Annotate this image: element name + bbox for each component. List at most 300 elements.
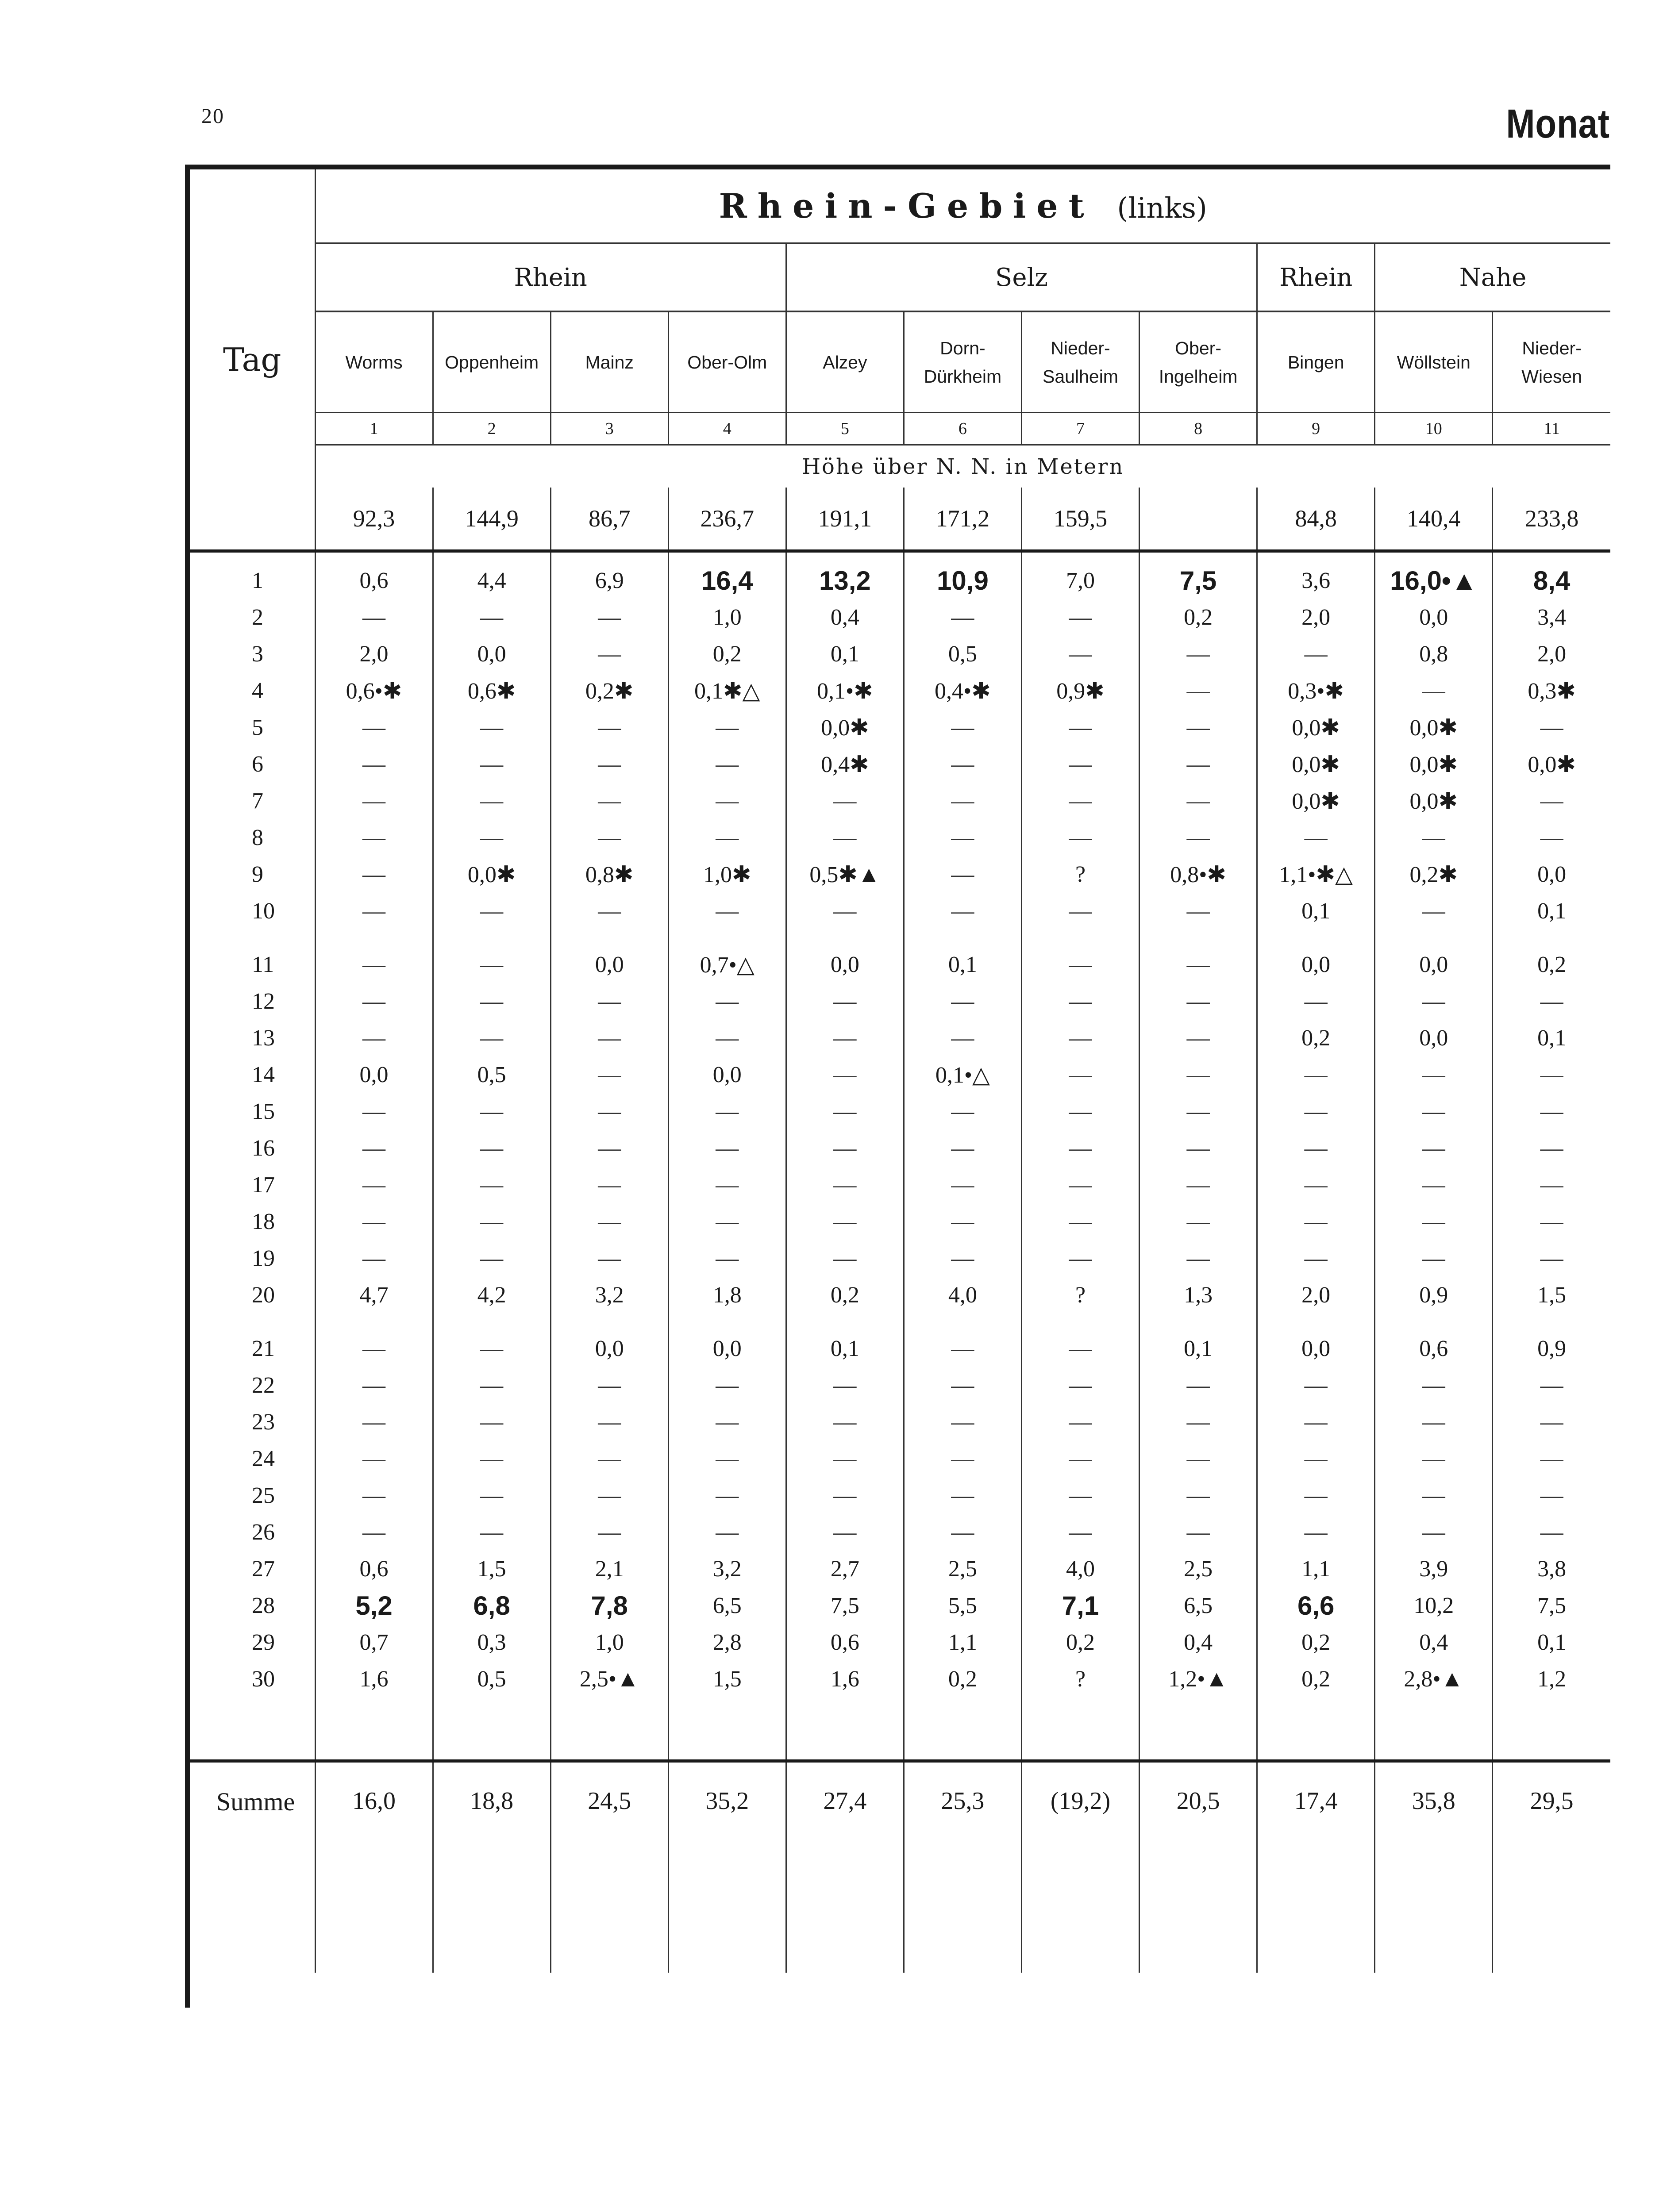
precip-cell <box>904 1093 1021 1130</box>
table-row <box>190 1367 1610 1404</box>
precip-value: 1,1•✱△ <box>1279 862 1353 887</box>
precip-value: 7,5 <box>830 1593 859 1618</box>
precip-value: 0,2✱ <box>585 678 634 704</box>
precip-cell <box>904 783 1021 819</box>
precip-value: — <box>833 1209 857 1234</box>
precip-value: — <box>833 899 857 924</box>
precip-value: — <box>480 1520 504 1545</box>
table-row <box>190 783 1610 819</box>
station-name: Oppenheim <box>433 311 550 413</box>
precip-cell <box>1375 929 1493 983</box>
precip-cell <box>315 1313 433 1367</box>
precip-value: — <box>1304 1099 1328 1124</box>
elevation-caption: Höhe über N. N. in Metern <box>315 445 1610 488</box>
precip-value: 0,6 <box>1419 1336 1448 1361</box>
precip-value: — <box>1069 1409 1092 1435</box>
precip-value: 0,0 <box>1419 605 1448 630</box>
precip-cell <box>550 636 668 672</box>
precip-cell <box>1375 819 1493 856</box>
precip-value: — <box>598 825 621 850</box>
precip-value: 13,2 <box>819 566 871 595</box>
precip-value: — <box>362 1409 386 1435</box>
station-name: Ober- Ingelheim <box>1139 311 1257 413</box>
precip-value: — <box>1069 1246 1092 1271</box>
precip-value: — <box>1069 1336 1092 1361</box>
precip-cell <box>315 636 433 672</box>
precip-value: 0,8 <box>1419 641 1448 667</box>
precip-value: — <box>598 899 621 924</box>
precip-value: 0,0 <box>830 952 859 977</box>
precip-value: — <box>1422 1373 1445 1398</box>
precip-value: — <box>1186 678 1210 703</box>
precip-cell <box>904 1404 1021 1440</box>
table-row <box>190 1130 1610 1167</box>
day-number: 16 <box>252 1136 275 1161</box>
station-elevation: 86,7 <box>550 488 668 551</box>
precip-cell <box>904 636 1021 672</box>
page-number: 20 <box>201 104 224 128</box>
precip-value: — <box>716 825 739 850</box>
precip-cell <box>668 983 786 1020</box>
precip-cell <box>1375 636 1493 672</box>
table-row <box>190 1313 1610 1367</box>
precip-value: — <box>1186 715 1210 740</box>
precip-value: — <box>716 989 739 1014</box>
precip-value: — <box>1186 641 1210 667</box>
station-number: 4 <box>668 413 786 445</box>
precip-value: 3,2 <box>595 1283 624 1308</box>
precip-value: 0,1 <box>830 641 859 667</box>
precip-value: 0,2 <box>948 1667 977 1692</box>
precip-cell <box>1493 893 1610 929</box>
river-nahe: Nahe <box>1375 243 1610 311</box>
station-name: Ober-Olm <box>668 311 786 413</box>
precip-cell <box>904 746 1021 783</box>
precip-cell <box>786 1477 904 1514</box>
table-row <box>190 1624 1610 1661</box>
precip-value: — <box>1304 1209 1328 1234</box>
precip-cell <box>1375 1056 1493 1093</box>
precip-cell <box>668 929 786 983</box>
precip-value: — <box>1422 825 1445 850</box>
precip-cell <box>904 819 1021 856</box>
precip-value: 4,7 <box>359 1283 389 1308</box>
precip-value: 0,2 <box>1066 1630 1095 1655</box>
precip-value: — <box>833 1099 857 1124</box>
precip-value: 0,9✱ <box>1056 678 1105 704</box>
precip-value: 0,4✱ <box>821 752 869 777</box>
precip-cell <box>1493 672 1610 709</box>
precip-cell <box>315 709 433 746</box>
precip-value: 1,0✱ <box>703 862 751 887</box>
precip-cell <box>786 856 904 893</box>
precip-cell <box>786 1240 904 1277</box>
precip-value: 1,6 <box>359 1667 389 1692</box>
day-number: 29 <box>252 1630 275 1655</box>
precip-value: — <box>362 1520 386 1545</box>
precip-value: 7,1 <box>1062 1591 1099 1621</box>
precip-cell <box>315 819 433 856</box>
precip-value: — <box>1069 752 1092 777</box>
precip-cell <box>550 1130 668 1167</box>
precip-value: — <box>716 1409 739 1435</box>
precip-value: — <box>1304 1172 1328 1198</box>
precip-value: — <box>1186 788 1210 814</box>
precip-value: 0,2 <box>1301 1667 1331 1692</box>
precip-cell <box>1493 819 1610 856</box>
precip-value: 16,0•▲ <box>1390 566 1478 595</box>
precip-value: 6,8 <box>473 1591 510 1621</box>
precip-cell <box>786 636 904 672</box>
precip-cell <box>1375 672 1493 709</box>
precip-value: — <box>598 1409 621 1435</box>
precip-value: — <box>716 752 739 777</box>
day-number: 1 <box>252 568 263 593</box>
precip-cell <box>1139 893 1257 929</box>
precip-value: — <box>951 1099 974 1124</box>
precip-value: — <box>951 1136 974 1161</box>
precip-cell <box>668 636 786 672</box>
precip-value: — <box>716 1099 739 1124</box>
precip-cell <box>1021 1404 1139 1440</box>
summe-value: 27,4 <box>786 1761 904 1973</box>
precip-value: — <box>716 899 739 924</box>
precip-value: 0,0✱ <box>1528 752 1576 777</box>
station-name: Dorn- Dürkheim <box>904 311 1021 413</box>
precip-cell <box>1139 1203 1257 1240</box>
precip-cell <box>904 1277 1021 1313</box>
precip-value: — <box>362 1483 386 1508</box>
precip-value: 1,6 <box>830 1667 859 1692</box>
precip-cell <box>1139 856 1257 893</box>
precip-value: — <box>1304 1136 1328 1161</box>
precip-cell <box>550 1551 668 1587</box>
precip-value: — <box>951 1246 974 1271</box>
precip-cell <box>1493 1514 1610 1551</box>
precip-value: — <box>1304 1373 1328 1398</box>
day-number: 15 <box>252 1099 275 1124</box>
station-number: 8 <box>1139 413 1257 445</box>
precip-cell <box>1257 1093 1375 1130</box>
precip-value: 0,1 <box>1537 899 1567 924</box>
precip-cell <box>315 1587 433 1624</box>
precip-cell <box>550 819 668 856</box>
table-row <box>190 856 1610 893</box>
precip-cell <box>315 1404 433 1440</box>
precip-value: 2,0 <box>1537 641 1567 667</box>
precip-cell <box>904 929 1021 983</box>
day-number: 18 <box>252 1209 275 1234</box>
precip-cell <box>1257 1367 1375 1404</box>
precip-value: — <box>598 1025 621 1051</box>
precip-value: — <box>1540 1062 1563 1087</box>
precip-cell <box>1375 1020 1493 1056</box>
precip-value: 0,0 <box>359 1062 389 1087</box>
precip-cell <box>668 1130 786 1167</box>
precip-value: 0,6 <box>359 1556 389 1582</box>
precip-value: — <box>362 605 386 630</box>
precip-cell <box>1257 1551 1375 1587</box>
spacer-row <box>190 551 1610 563</box>
region-subtitle: (links) <box>1117 192 1207 225</box>
precip-cell <box>315 856 433 893</box>
precip-value: 1,1 <box>948 1630 977 1655</box>
precip-cell <box>1493 1477 1610 1514</box>
precip-cell <box>904 983 1021 1020</box>
precip-value: — <box>362 825 386 850</box>
day-number: 19 <box>252 1246 275 1271</box>
precip-value: — <box>951 1025 974 1051</box>
precip-value: — <box>1540 1520 1563 1545</box>
precip-value: — <box>716 1373 739 1398</box>
precip-cell <box>668 746 786 783</box>
precip-value: 0,0✱ <box>1292 752 1340 777</box>
precip-cell <box>550 1404 668 1440</box>
precip-value: — <box>480 899 504 924</box>
table-row <box>190 1551 1610 1587</box>
precip-cell <box>1021 893 1139 929</box>
day-number: 26 <box>252 1520 275 1545</box>
precip-cell <box>668 562 786 599</box>
day-number: 28 <box>252 1593 275 1618</box>
precip-value: — <box>1540 788 1563 814</box>
precip-value: ? <box>1075 1283 1086 1308</box>
precip-value: 0,3✱ <box>1528 678 1576 704</box>
precip-value: — <box>1069 1483 1092 1508</box>
precip-value: 0,4 <box>1419 1630 1448 1655</box>
summe-value: 35,2 <box>668 1761 786 1973</box>
precip-cell <box>1257 709 1375 746</box>
precip-value: — <box>362 1099 386 1124</box>
precip-value: 0,1 <box>1537 1025 1567 1051</box>
precip-value: — <box>362 1209 386 1234</box>
station-elevation: 191,1 <box>786 488 904 551</box>
precip-cell <box>904 1313 1021 1367</box>
precip-value: 1,0 <box>712 605 742 630</box>
precip-cell <box>1021 1587 1139 1624</box>
table-row <box>190 1514 1610 1551</box>
precip-cell <box>668 672 786 709</box>
precip-value: — <box>362 752 386 777</box>
precip-value: — <box>598 1446 621 1471</box>
precip-cell <box>1139 1477 1257 1514</box>
precip-cell <box>1493 856 1610 893</box>
precip-cell <box>433 1624 550 1661</box>
precip-value: — <box>480 1409 504 1435</box>
precip-cell <box>1139 1404 1257 1440</box>
precip-value: — <box>598 641 621 667</box>
precip-value: — <box>833 1172 857 1198</box>
precip-value: 6,5 <box>712 1593 742 1618</box>
precip-cell <box>433 1313 550 1367</box>
precip-value: — <box>1422 1172 1445 1198</box>
precip-cell <box>786 1167 904 1203</box>
precip-value: — <box>598 1136 621 1161</box>
precip-value: 3,9 <box>1419 1556 1448 1582</box>
precip-value: — <box>362 1336 386 1361</box>
precip-cell <box>550 983 668 1020</box>
precip-cell <box>1139 1093 1257 1130</box>
day-number: 7 <box>252 788 263 814</box>
precip-value: — <box>1186 952 1210 977</box>
precip-value: — <box>1304 1520 1328 1545</box>
day-number: 12 <box>252 989 275 1014</box>
day-number: 3 <box>252 641 263 667</box>
precip-value: 0,0 <box>477 641 506 667</box>
station-number: 1 <box>315 413 433 445</box>
precip-value: — <box>716 1520 739 1545</box>
precip-value: — <box>480 1483 504 1508</box>
precip-value: — <box>1304 1409 1328 1435</box>
precip-cell <box>1021 1203 1139 1240</box>
precip-value: 0,6 <box>830 1630 859 1655</box>
precip-cell <box>1375 893 1493 929</box>
precip-value: — <box>480 1336 504 1361</box>
precip-value: — <box>1069 1025 1092 1051</box>
precip-cell <box>904 1167 1021 1203</box>
day-number: 21 <box>252 1336 275 1361</box>
table-row <box>190 1167 1610 1203</box>
precip-value: 0,5✱▲ <box>809 862 881 887</box>
station-number: 10 <box>1375 413 1493 445</box>
precip-value: — <box>1304 989 1328 1014</box>
precip-value: 0,9 <box>1419 1283 1448 1308</box>
precip-cell <box>1139 562 1257 599</box>
precip-value: — <box>1540 1172 1563 1198</box>
precip-cell <box>1139 1130 1257 1167</box>
precip-value: — <box>1186 899 1210 924</box>
precip-cell <box>550 1056 668 1093</box>
precip-value: 0,0 <box>1419 952 1448 977</box>
precip-cell <box>904 1130 1021 1167</box>
precip-value: — <box>1069 1099 1092 1124</box>
precip-cell <box>1257 599 1375 636</box>
precip-value: — <box>598 1373 621 1398</box>
precip-cell <box>433 672 550 709</box>
precip-cell <box>1493 1661 1610 1697</box>
day-number: 27 <box>252 1556 275 1582</box>
spacer-row <box>190 1697 1610 1761</box>
precip-value: — <box>1186 1172 1210 1198</box>
precip-cell <box>1021 1624 1139 1661</box>
precip-cell <box>1021 1477 1139 1514</box>
precip-cell <box>1257 983 1375 1020</box>
precip-value: 0,1 <box>1301 899 1331 924</box>
precip-value: 3,4 <box>1537 605 1567 630</box>
precip-cell <box>433 562 550 599</box>
precip-cell <box>786 893 904 929</box>
station-elevation: 171,2 <box>904 488 1021 551</box>
precip-value: — <box>833 989 857 1014</box>
precip-cell <box>904 1240 1021 1277</box>
precip-cell <box>786 1624 904 1661</box>
station-elevation: 159,5 <box>1021 488 1139 551</box>
precip-cell <box>1139 1020 1257 1056</box>
region-title <box>315 169 1610 243</box>
precip-cell <box>1375 1167 1493 1203</box>
summe-value: 16,0 <box>315 1761 433 1973</box>
precip-value: — <box>1069 1446 1092 1471</box>
precip-value: 0,4 <box>1184 1630 1213 1655</box>
precip-cell <box>315 783 433 819</box>
precip-value: — <box>362 989 386 1014</box>
precip-value: — <box>951 1446 974 1471</box>
precip-value: — <box>1422 1520 1445 1545</box>
day-number: 20 <box>252 1283 275 1308</box>
precip-cell <box>1493 1167 1610 1203</box>
precip-cell <box>1021 709 1139 746</box>
precip-cell <box>1493 1020 1610 1056</box>
precip-value: 0,1 <box>948 952 977 977</box>
precip-cell <box>904 1661 1021 1697</box>
precip-cell <box>1021 636 1139 672</box>
precip-value: — <box>1186 1483 1210 1508</box>
precip-value: — <box>362 1136 386 1161</box>
precip-cell <box>433 1167 550 1203</box>
precip-cell <box>1021 1240 1139 1277</box>
precip-cell <box>1139 1277 1257 1313</box>
precip-value: — <box>598 715 621 740</box>
precip-value: 2,5 <box>1184 1556 1213 1582</box>
precip-value: — <box>833 1520 857 1545</box>
precip-cell <box>550 1167 668 1203</box>
station-number: 7 <box>1021 413 1139 445</box>
precip-value: — <box>598 1099 621 1124</box>
precip-value: 4,2 <box>477 1283 506 1308</box>
precip-cell <box>315 1240 433 1277</box>
precip-cell <box>550 1514 668 1551</box>
precip-value: — <box>716 788 739 814</box>
table-row <box>190 1056 1610 1093</box>
precip-value: — <box>1069 1520 1092 1545</box>
precip-value: 0,0 <box>712 1062 742 1087</box>
precip-cell <box>1257 856 1375 893</box>
precip-cell <box>668 856 786 893</box>
precip-cell <box>1375 746 1493 783</box>
precip-value: — <box>1069 825 1092 850</box>
precip-value: — <box>951 715 974 740</box>
precip-cell <box>315 1130 433 1167</box>
table-row <box>190 672 1610 709</box>
precip-cell <box>550 709 668 746</box>
precip-value: 0,5 <box>948 641 977 667</box>
precip-cell <box>668 1661 786 1697</box>
precip-cell <box>1493 1056 1610 1093</box>
precip-value: 0,4•✱ <box>935 678 991 704</box>
precip-value: — <box>1422 1446 1445 1471</box>
precip-value: 1,5 <box>477 1556 506 1582</box>
precip-cell <box>1139 1551 1257 1587</box>
precip-cell <box>904 1514 1021 1551</box>
precip-cell <box>433 929 550 983</box>
precip-cell <box>1021 1130 1139 1167</box>
precip-cell <box>433 1661 550 1697</box>
precip-cell <box>1493 1240 1610 1277</box>
station-number: 3 <box>550 413 668 445</box>
precip-cell <box>433 1404 550 1440</box>
precip-value: — <box>951 1409 974 1435</box>
precip-value: — <box>480 1446 504 1471</box>
precip-cell <box>1493 783 1610 819</box>
precip-value: — <box>480 1025 504 1051</box>
precip-value: 7,0 <box>1066 568 1095 593</box>
page-heading: Monat <box>1506 101 1610 146</box>
precip-value: — <box>1069 715 1092 740</box>
precip-value: — <box>362 1025 386 1051</box>
precip-cell <box>1375 599 1493 636</box>
precip-cell <box>433 1514 550 1551</box>
precip-value: — <box>833 1062 857 1087</box>
